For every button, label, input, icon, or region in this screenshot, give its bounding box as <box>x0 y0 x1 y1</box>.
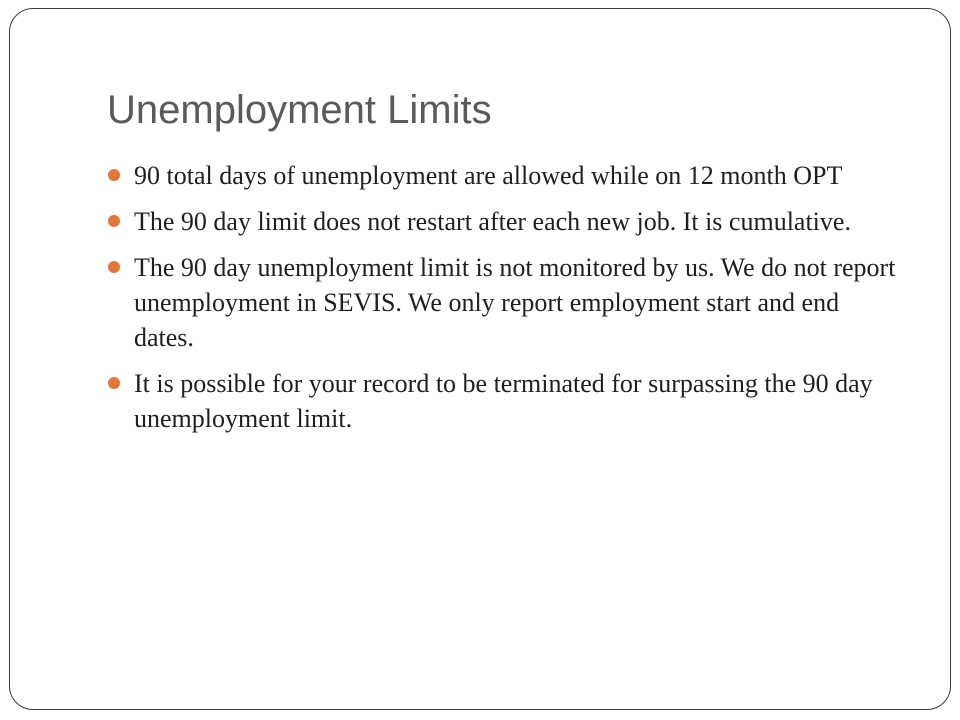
bullet-dot-icon <box>108 169 120 181</box>
bullet-item <box>106 158 896 193</box>
bullet-text: The 90 day limit does not restart after each new job. It is cumulative. <box>134 207 851 236</box>
bullet-list <box>106 158 896 447</box>
bullet-dot-icon <box>108 377 120 389</box>
bullet-text: 90 total days of unemployment are allowed while on 12 month OPT <box>134 161 843 190</box>
bullet-item <box>106 250 896 355</box>
slide-title: Unemployment Limits <box>107 88 492 132</box>
bullet-dot-icon <box>108 261 120 273</box>
bullet-text: It is possible for your record to be terminated for surpassing the 90 day unemployment limit. <box>134 369 873 433</box>
bullet-text: The 90 day unemployment limit is not monitored by us. We do not report unemployment in SEVIS. We only report employment start and end dates. <box>134 253 896 352</box>
bullet-item <box>106 204 896 239</box>
bullet-dot-icon <box>108 215 120 227</box>
bullet-item <box>106 366 896 436</box>
